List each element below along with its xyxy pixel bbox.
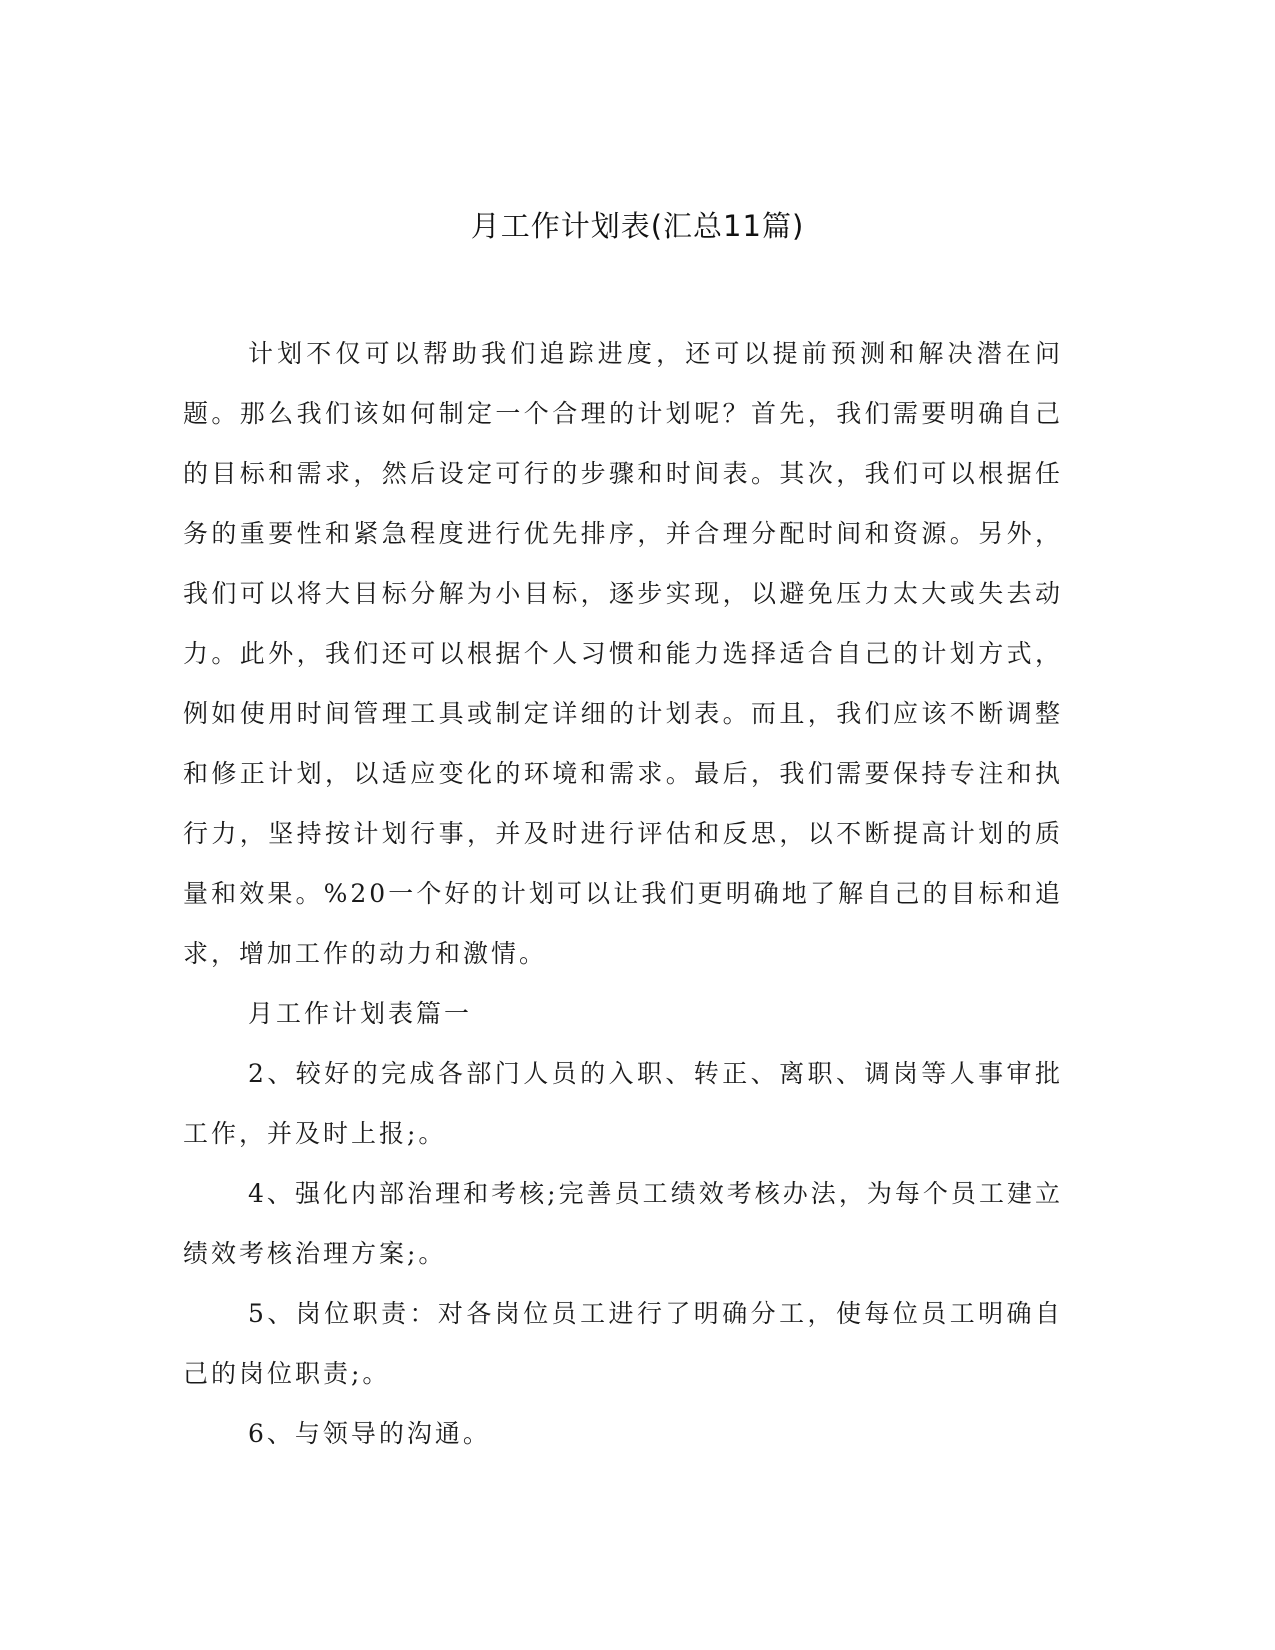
section-heading: 月工作计划表篇一 [248, 999, 473, 1028]
list-item-2: 2、较好的完成各部门人员的入职、转正、离职、调岗等人事审批工作，并及时上报;。 [183, 1059, 1063, 1148]
document-title: 月工作计划表(汇总11篇) [470, 209, 805, 243]
list-item-4: 4、强化内部治理和考核;完善员工绩效考核办法，为每个员工建立绩效考核治理方案;。 [183, 1179, 1063, 1268]
document-body [183, 324, 1063, 1464]
list-item-5: 5、岗位职责：对各岗位员工进行了明确分工，使每位员工明确自己的岗位职责;。 [183, 1299, 1063, 1388]
intro-paragraph: 计划不仅可以帮助我们追踪进度，还可以提前预测和解决潜在问题。那么我们该如何制定一个合理的计划呢？首先，我们需要明确自己的目标和需求，然后设定可行的步骤和时间表。其次，我们可以根据任务的重要性和紧急程度进行优先排序，并合理分配时间和资源。另外，我们可以将大目标分解为小目标，逐步实现，以避免压力太大或失去动力。此外，我们还可以根据个人习惯和能力选择适合自己的计划方式，例如使用时间管理工具或制定详细的计划表。而且，我们应该不断调整和修正计划，以适应变化的环境和需求。最后，我们需要保持专注和执行力，坚持按计划行事，并及时进行评估和反思，以不断提高计划的质量和效果。%20一个好的计划可以让我们更明确地了解自己的目标和追求，增加工作的动力和激情。 [183, 339, 1063, 968]
list-item-6: 6、与领导的沟通。 [248, 1419, 491, 1448]
